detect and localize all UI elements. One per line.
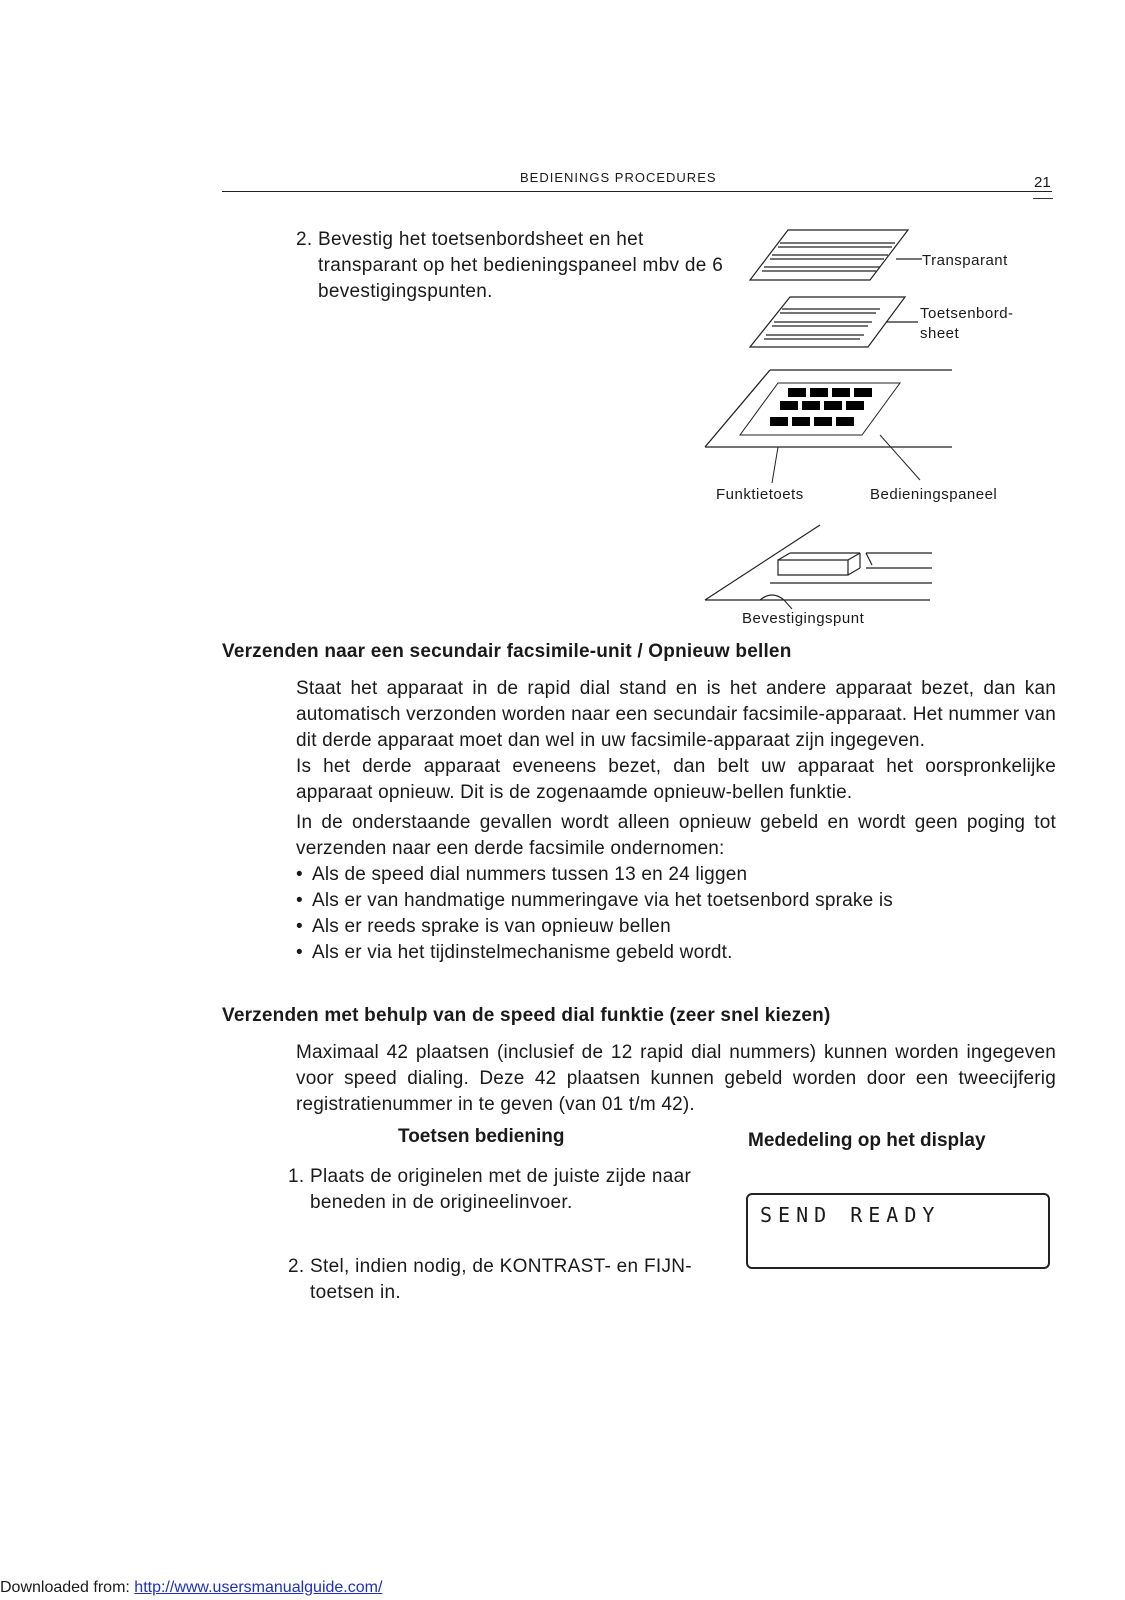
toetsenbord-sheet-layer bbox=[750, 297, 918, 347]
list-item: • Als er reeds sprake is van opnieuw bellen bbox=[296, 914, 1056, 940]
label-funktietoets: Funktietoets bbox=[716, 486, 804, 503]
step-2-instruction: 2. Bevestig het toetsenbordsheet en het transparant op het bedieningspaneel mbv de 6 bevestigingspunten. bbox=[296, 229, 724, 302]
keyboard-sheet-assembly-diagram bbox=[700, 225, 980, 645]
paragraph: Is het derde apparaat eveneens bezet, dan belt uw apparaat het oorspronkelijke apparaat opnieuw. Dit is de zogenaamde opnieuw-bellen funktie. bbox=[296, 756, 1056, 803]
label-toetsenbordsheet-line2: sheet bbox=[920, 325, 960, 342]
header-rule bbox=[222, 191, 1052, 192]
page-number: 21 bbox=[1034, 174, 1051, 191]
section-speed-dial-body: Maximaal 42 plaatsen (inclusief de 12 rapid dial nummers) kunnen worden ingegeven voor speed dialing. Deze 42 plaatsen kunnen gebeld worden door een tweecijferig registratienummer in te geven (van 01 t/m 42). bbox=[296, 1042, 1056, 1115]
page-number-rule bbox=[1033, 198, 1053, 199]
running-header: BEDIENINGS PROCEDURES bbox=[520, 170, 717, 185]
step-2-kontrast-instruction: 2. Stel, indien nodig, de KONTRAST- en FIJN-toetsen in. bbox=[288, 1256, 692, 1303]
list-item: • Als er via het tijdinstelmechanisme gebeld wordt. bbox=[296, 940, 1056, 966]
step-1-instruction: 1. Plaats de originelen met de juiste zijde naar beneden in de origineelinvoer. bbox=[288, 1166, 692, 1213]
section-heading-secundair: Verzenden naar een secundair facsimile-unit / Opnieuw bellen bbox=[222, 641, 792, 662]
label-toetsenbordsheet-line1: Toetsenbord- bbox=[920, 305, 1014, 322]
paragraph: Staat het apparaat in de rapid dial stand en is het andere apparaat bezet, dan kan automatisch verzonden worden naar een secundair facsimile-apparaat. Het nummer van dit derde apparaat moet dan wel in uw facsimile-apparaat zijn ingegeven. bbox=[296, 678, 1056, 751]
paragraph: In de onderstaande gevallen wordt alleen opnieuw gebeld en wordt geen poging tot verzenden naar een derde facsimile ondernomen: bbox=[296, 812, 1056, 859]
bedieningspaneel-panel bbox=[705, 370, 952, 483]
list-item: • Als de speed dial nummers tussen 13 en 24 liggen bbox=[296, 862, 1056, 888]
bevestigingspunt-detail bbox=[705, 525, 932, 609]
section-heading-speed-dial: Verzenden met behulp van de speed dial funktie (zeer snel kiezen) bbox=[222, 1005, 831, 1026]
bullet-list bbox=[296, 862, 1056, 966]
section-secundair-body bbox=[296, 676, 1056, 966]
download-footer bbox=[0, 1579, 382, 1597]
label-bedieningspaneel: Bedieningspaneel bbox=[870, 486, 998, 503]
footer-prefix: Downloaded from: bbox=[0, 1579, 135, 1596]
column-heading-toetsen: Toetsen bediening bbox=[398, 1126, 565, 1147]
lcd-display bbox=[746, 1193, 1050, 1269]
transparant-layer bbox=[750, 230, 922, 280]
label-bevestigingspunt: Bevestigingspunt bbox=[742, 610, 865, 627]
label-transparant: Transparant bbox=[922, 252, 1008, 269]
column-heading-display: Mededeling op het display bbox=[748, 1130, 986, 1151]
source-link[interactable]: http://www.usersmanualguide.com/ bbox=[134, 1579, 383, 1596]
list-item: • Als er van handmatige nummeringave via het toetsenbord sprake is bbox=[296, 888, 1056, 914]
display-message: SEND READY bbox=[760, 1203, 941, 1227]
